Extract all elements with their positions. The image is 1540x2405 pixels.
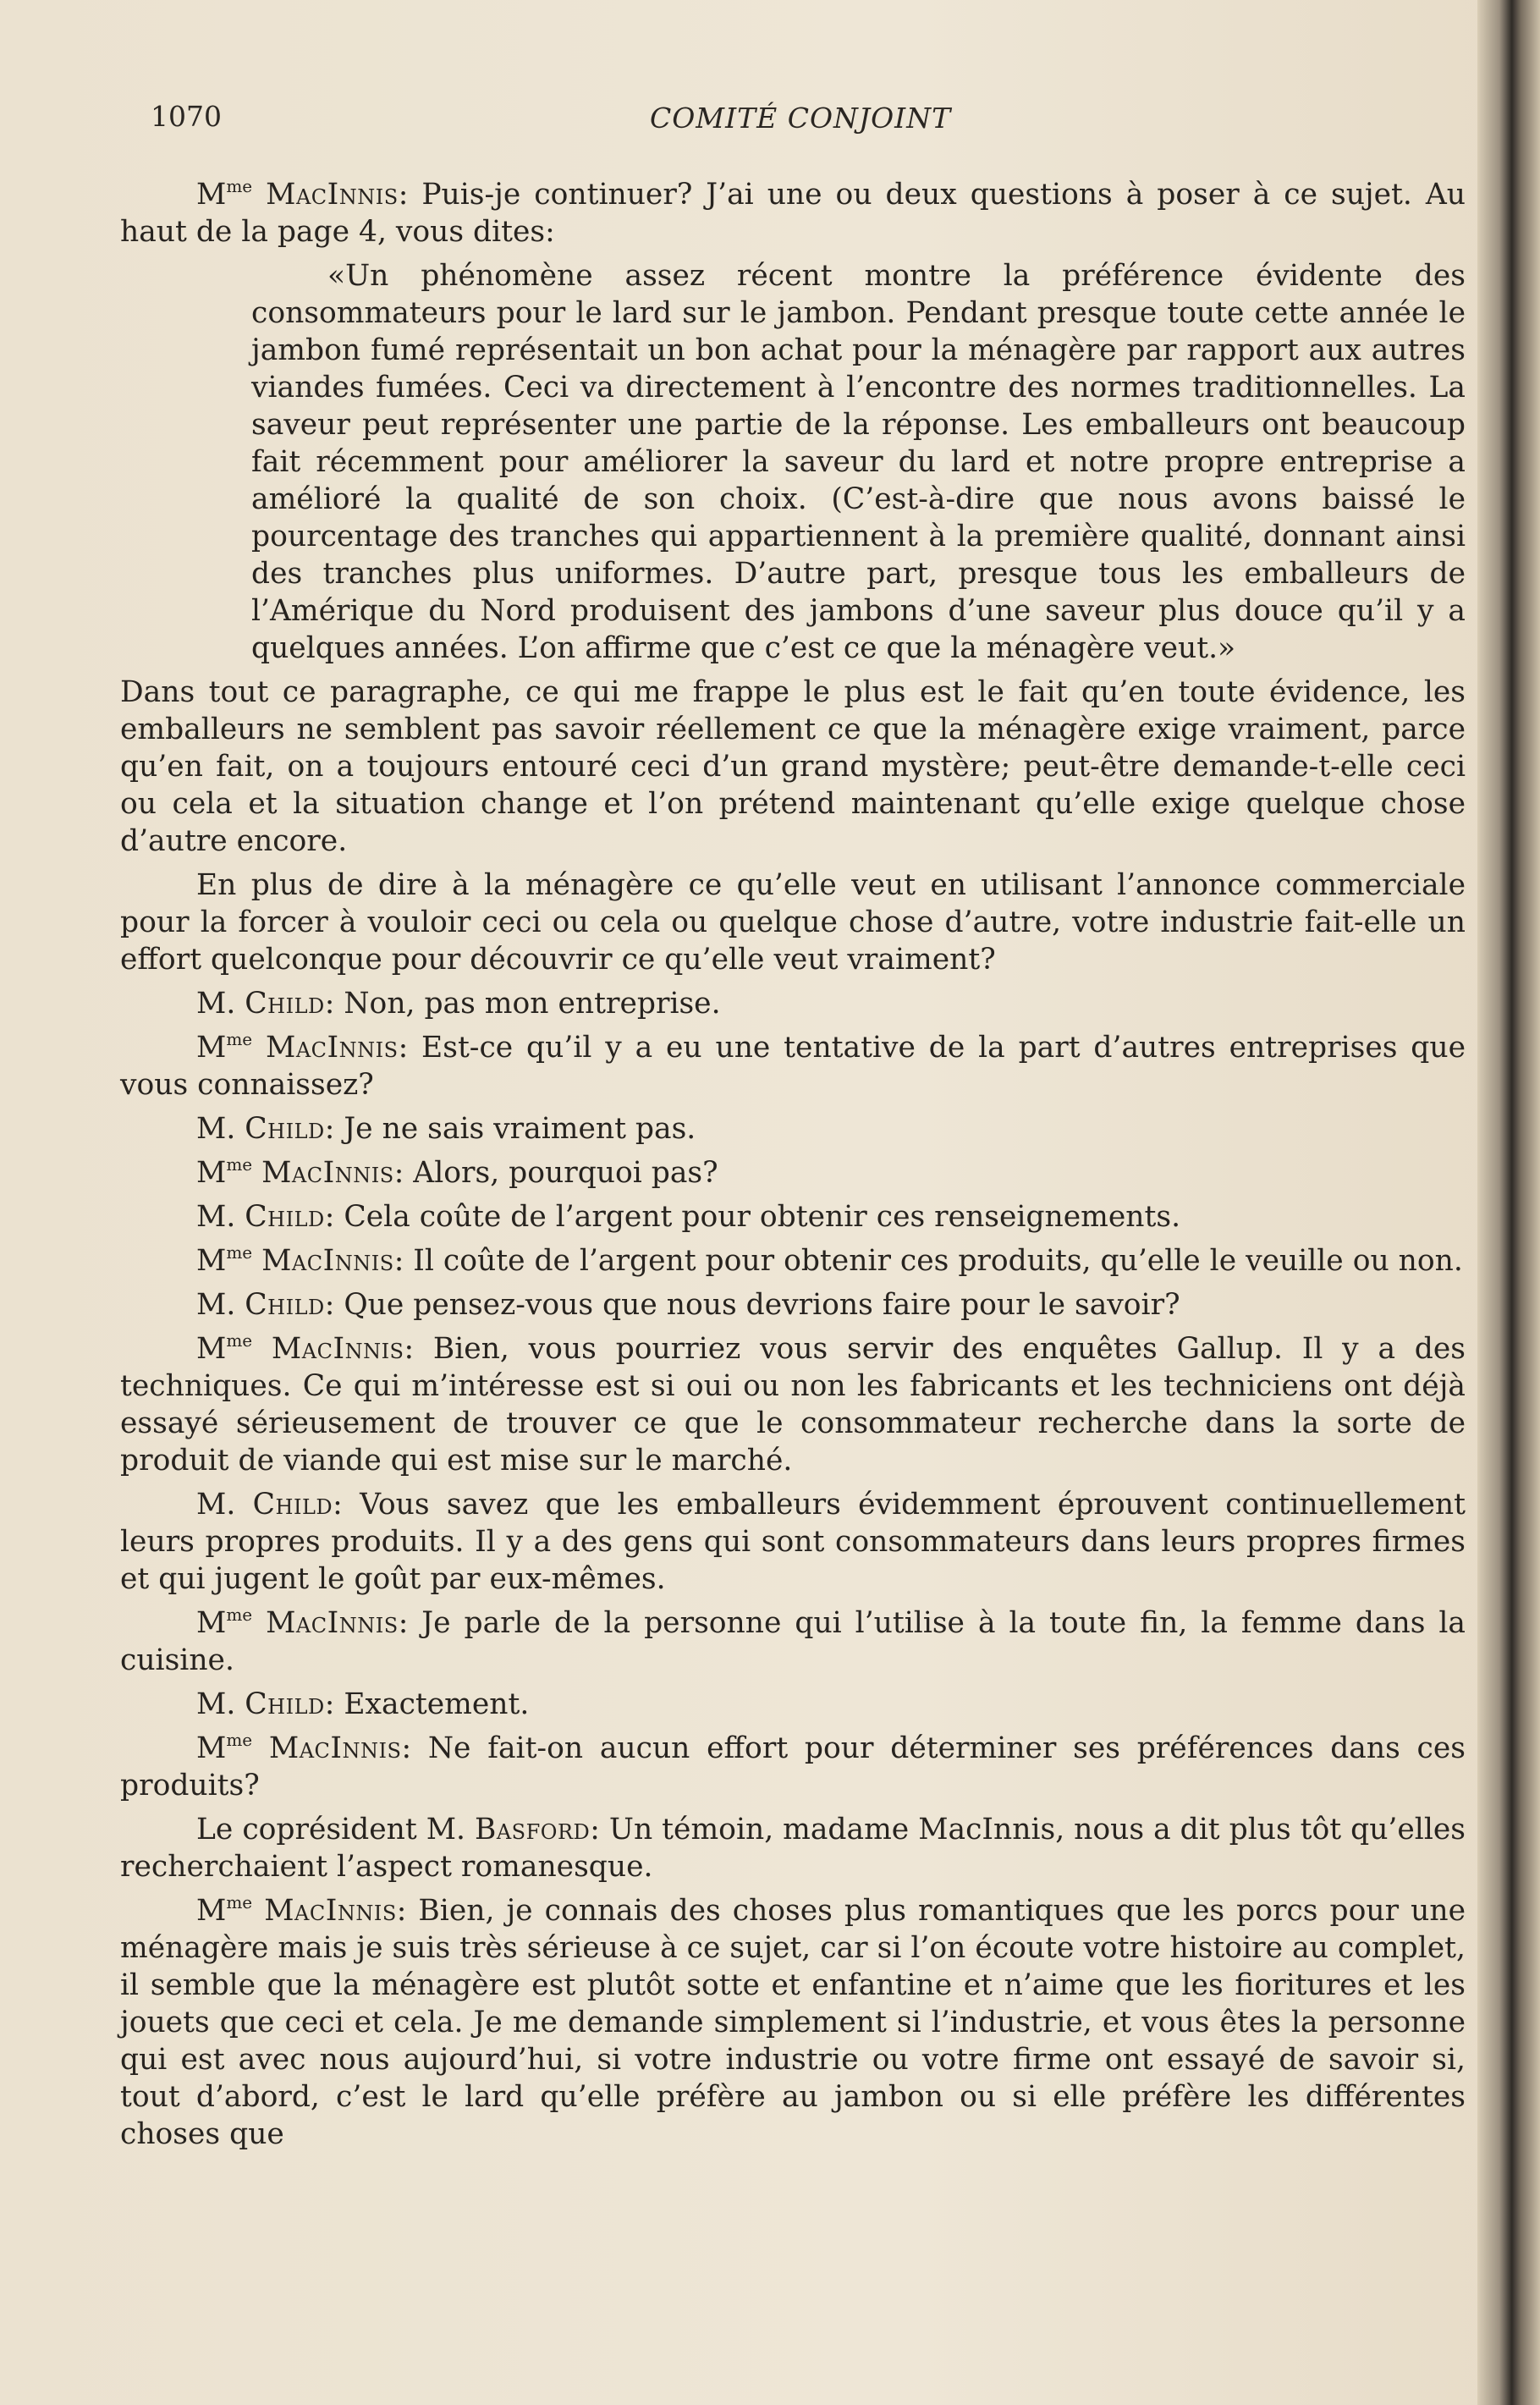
speech-text: : Un témoin, madame MacInnis, nous a dit plus tôt qu’elles recherchaient l’aspect romanesque. [120, 1813, 1466, 1884]
speech-paragraph [120, 1686, 1466, 1723]
paragraph-text: En plus de dire à la ménagère ce qu’elle veut en utilisant l’annonce commerciale pour la forcer à vouloir ceci ou cela ou quelque chose d’autre, votre industrie fait-elle un effort quelconque pour découvrir ce qu’elle veut vraiment? [120, 868, 1466, 977]
speech-paragraph [120, 1730, 1466, 1804]
speech-text: : Alors, pourquoi pas? [393, 1156, 718, 1190]
speech-text: : Puis-je continuer? J’ai une ou deux questions à poser à ce sujet. Au haut de la page 4, vous dites: [120, 178, 1466, 249]
speaker-name: MacInnis [266, 1031, 399, 1065]
body-text [120, 176, 1466, 2160]
speech-paragraph [120, 1242, 1466, 1280]
speaker-title-superscript: me [226, 176, 253, 196]
speech-paragraph [120, 985, 1466, 1022]
speaker-prefix: M [196, 1156, 227, 1190]
speech-text: : Ne fait-on aucun effort pour déterminer ses préférences dans ces produits? [120, 1731, 1466, 1802]
speech-paragraph [120, 176, 1466, 250]
speaker-title-superscript: me [226, 1730, 253, 1750]
speaker-prefix: M [196, 1244, 227, 1278]
speaker-name: MacInnis [261, 1244, 394, 1278]
page-header [151, 100, 1471, 151]
speaker-title-superscript: me [226, 1029, 253, 1049]
speech-paragraph [120, 1198, 1466, 1236]
speaker-prefix: M [196, 1731, 227, 1765]
speech-paragraph [120, 1892, 1466, 2153]
speaker-name: MacInnis [261, 1156, 394, 1190]
speaker-name: MacInnis [271, 1332, 404, 1366]
speaker-title-superscript: me [226, 1330, 253, 1351]
speech-text: : Il coûte de l’argent pour obtenir ces produits, qu’elle le veuille ou non. [393, 1244, 1463, 1278]
speech-text: : Non, pas mon entreprise. [324, 987, 721, 1021]
speech-text: : Est-ce qu’il y a eu une tentative de la part d’autres entreprises que vous connaissez? [120, 1031, 1466, 1102]
speaker-prefix: M. [196, 1488, 253, 1522]
speaker-name: MacInnis [264, 1894, 397, 1928]
paragraph-text: Dans tout ce paragraphe, ce qui me frappe le plus est le fait qu’en toute évidence, les emballeurs ne semblent pas savoir réellement ce que la ménagère exige vraiment, parce qu’en fait, on a toujours entouré ceci d’un grand mystère; peut-être demande-t-elle ceci ou cela et la situation change et l’on prétend maintenant qu’elle exige quelque chose d’autre encore. [120, 675, 1466, 858]
speaker-name: Child [245, 1288, 325, 1322]
speaker-title-superscript: me [226, 1604, 253, 1625]
speech-paragraph [120, 1604, 1466, 1679]
speaker-prefix: Le coprésident M. [196, 1813, 475, 1846]
speech-paragraph [120, 1811, 1466, 1885]
speaker-name: Child [245, 1687, 325, 1721]
speaker-title-superscript: me [226, 1154, 253, 1175]
speaker-title-superscript: me [226, 1892, 253, 1912]
running-title: COMITÉ CONJOINT [650, 102, 952, 135]
speech-paragraph [120, 1330, 1466, 1479]
speech-paragraph [120, 1486, 1466, 1598]
speech-text: : Je parle de la personne qui l’utilise à la toute fin, la femme dans la cuisine. [120, 1606, 1466, 1677]
commentary-paragraph [120, 674, 1466, 860]
speaker-prefix: M [196, 1332, 227, 1366]
speaker-prefix: M. [196, 1112, 245, 1146]
quote-text: «Un phénomène assez récent montre la préférence évidente des consommateurs pour le lard sur le jambon. Pendant presque toute cette année le jambon fumé représentait un bon achat pour la ménagère par rapport aux autres viandes fumées. Ceci va directement à l’encontre des normes traditionnelles. La saveur peut représenter une partie de la réponse. Les emballeurs ont beaucoup fait récemment pour améliorer la saveur du lard et notre propre entreprise a amélioré la qualité de son choix. (C’est-à-dire que nous avons baissé le pourcentage des tranches qui appartiennent à la première qualité, donnant ainsi des tranches plus uniformes. D’autre part, presque tous les emballeurs de l’Amérique du Nord produisent des jambons d’une saveur plus douce qu’il y a quelques années. L’on affirme que c’est ce que la ménagère veut.» [251, 259, 1466, 665]
speech-text: : Je ne sais vraiment pas. [324, 1112, 696, 1146]
speaker-prefix: M [196, 1894, 227, 1928]
speaker-name: MacInnis [266, 178, 399, 212]
speaker-title-superscript: me [226, 1242, 253, 1263]
page-number: 1070 [151, 100, 222, 133]
speech-paragraph [120, 1029, 1466, 1103]
speech-text: : Cela coûte de l’argent pour obtenir ces renseignements. [324, 1200, 1181, 1234]
speech-text: : Bien, je connais des choses plus romantiques que les porcs pour une ménagère mais je suis très sérieuse à ce sujet, car si l’on écoute votre histoire au complet, il semble que la ménagère est plutôt sotte et enfantine et n’aime que les fioritures et les jouets que ceci et cela. Je me demande simplement si l’industrie, et vous êtes la personne qui est avec nous aujourd’hui, si votre industrie ou votre firme ont essayé de savoir si, tout d’abord, c’est le lard qu’elle préfère au jambon ou si elle préfère les différentes choses que [120, 1894, 1466, 2151]
speaker-prefix: M. [196, 1687, 245, 1721]
speaker-name: Basford [475, 1813, 591, 1846]
speaker-name: Child [252, 1488, 333, 1522]
speech-text: : Exactement. [324, 1687, 530, 1721]
speech-text: : Vous savez que les emballeurs évidemment éprouvent continuellement leurs propres produits. Il y a des gens qui sont consommateurs dans leurs propres firmes et qui jugent le goût par eux-mêmes. [120, 1488, 1466, 1596]
speech-paragraph [120, 1110, 1466, 1147]
speaker-name: Child [245, 987, 325, 1021]
speaker-name: Child [245, 1200, 325, 1234]
speaker-prefix: M. [196, 987, 245, 1021]
speech-paragraph [120, 1286, 1466, 1324]
speaker-prefix: M. [196, 1200, 245, 1234]
speaker-prefix: M [196, 1031, 227, 1065]
book-gutter [1477, 0, 1540, 2405]
quoted-passage [251, 257, 1466, 667]
speaker-prefix: M. [196, 1288, 245, 1322]
speaker-name: MacInnis [268, 1731, 402, 1765]
speech-text: : Bien, vous pourriez vous servir des enquêtes Gallup. Il y a des techniques. Ce qui m’intéresse est si oui ou non les fabricants et les techniciens ont déjà essayé sérieusement de trouver ce que le consommateur recherche dans la sorte de produit de viande qui est mise sur le marché. [120, 1332, 1466, 1478]
speech-text: : Que pensez-vous que nous devrions faire pour le savoir? [324, 1288, 1180, 1322]
commentary-paragraph [120, 867, 1466, 978]
speaker-prefix: M [196, 178, 227, 212]
speech-paragraph [120, 1154, 1466, 1191]
speaker-name: Child [245, 1112, 325, 1146]
speaker-prefix: M [196, 1606, 227, 1640]
speaker-name: MacInnis [266, 1606, 399, 1640]
